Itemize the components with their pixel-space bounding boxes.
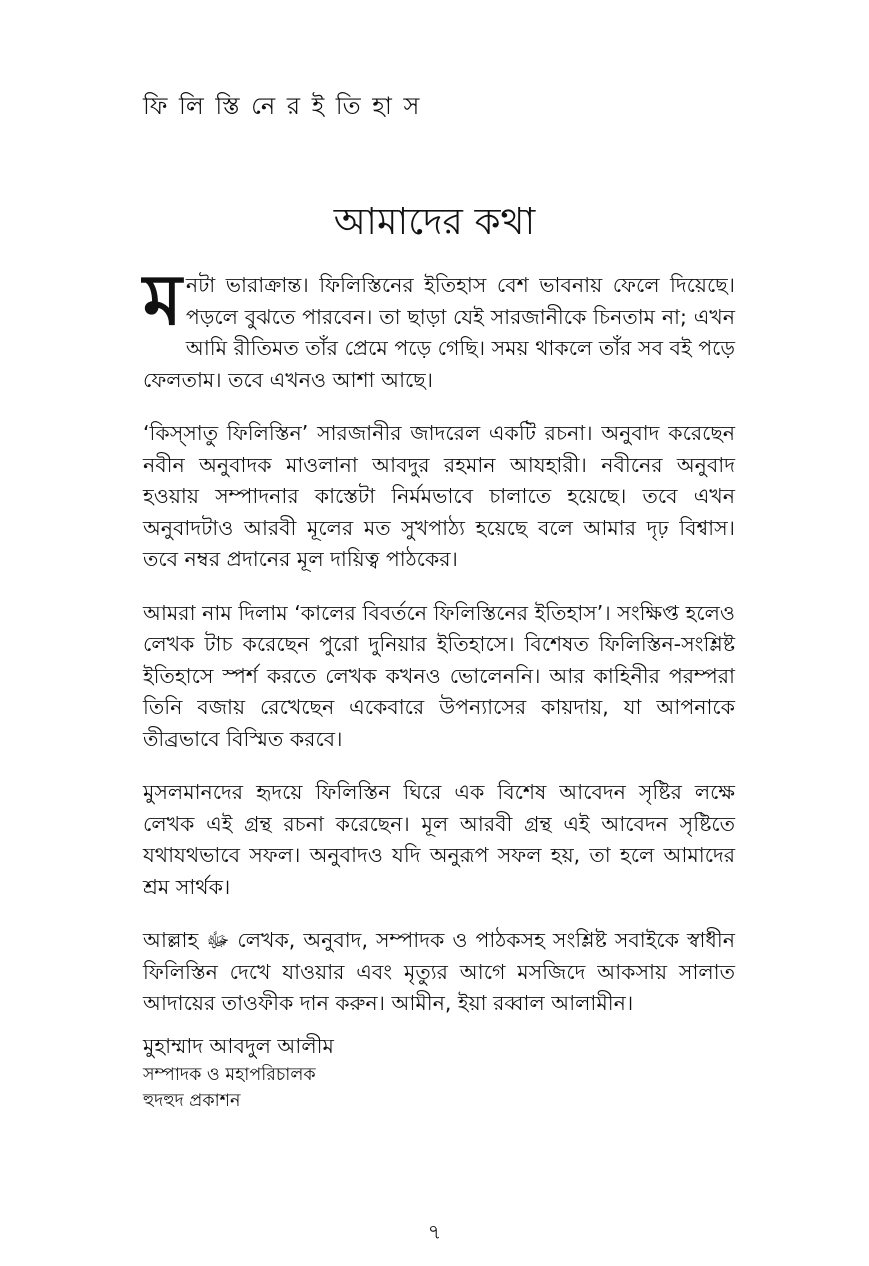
paragraph-2: ‘কিস্সাতু ফিলিস্তিন’ সারজানীর জাদরেল একটি রচনা। অনুবাদ করেছেন নবীন অনুবাদক মাওলানা আবদুর রহমান আযহারী। নবীনের অনুবাদ হওয়ায় সম্পাদনার কাস্তেটা নির্মমভাবে চালাতে হয়েছে। তবে এখন অনুবাদটাও আরবী মূলের মত সুখপাঠ্য হয়েছে বলে আমার দৃঢ় বিশ্বাস। তবে নম্বর প্রদানের মূল দায়িত্ব পাঠকের। xyxy=(143,421,735,571)
signature-block xyxy=(143,1030,334,1114)
drop-cap: ম xyxy=(143,258,182,341)
signature-name: মুহাম্মাদ আবদুল আলীম xyxy=(143,1034,334,1058)
page-number: ৭ xyxy=(427,1220,442,1244)
page-title: আমাদের কথা xyxy=(333,200,536,243)
body-text xyxy=(143,258,736,1042)
paragraph-1 xyxy=(143,258,735,396)
running-header: ফি লি স্তি নে র ই তি হা স xyxy=(143,92,422,120)
signature-organization: হুদহুদ প্রকাশন xyxy=(143,1091,241,1111)
signature-designation: সম্পাদক ও মহাপরিচালক xyxy=(143,1065,316,1085)
paragraph-4: মুসলমানদের হৃদয়ে ফিলিস্তিন ঘিরে এক বিশেষ আবেদন সৃষ্টির লক্ষে লেখক এই গ্রন্থ রচনা করেছেন। মূল আরবী গ্রন্থ এই আবেদন সৃষ্টিতে যথাযথভাবে সফল। অনুবাদও যদি অনুরূপ সফল হয়, তা হলে আমাদের শ্রম সার্থক। xyxy=(143,780,735,899)
paragraph-3: আমরা নাম দিলাম ‘কালের বিবর্তনে ফিলিস্তিনের ইতিহাস’। সংক্ষিপ্ত হলেও লেখক টাচ করেছেন পুরো দুনিয়ার ইতিহাসে। বিশেষত ফিলিস্তিন-সংশ্লিষ্ট ইতিহাসে স্পর্শ করতে লেখক কখনও ভোলেননি। আর কাহিনীর পরম্পরা তিনি বজায় রেখেছেন একেবারে উপন্যাসের কায়দায়, যা আপনাকে তীব্রভাবে বিস্মিত করবে। xyxy=(143,600,735,751)
paragraph-5: আল্লাহ ﷻ লেখক, অনুবাদ, সম্পাদক ও পাঠকসহ সংশ্লিষ্ট সবাইকে স্বাধীন ফিলিস্তিন দেখে যাওয়ার এবং মৃত্যুর আগে মসজিদে আকসায় সালাত আদায়ের তাওফীক দান করুন। আমীন, ইয়া রব্বাল আলামীন। xyxy=(143,928,736,1015)
paragraph-1-text: নটা ভারাক্রান্ত। ফিলিস্তিনের ইতিহাস বেশ ভাবনায় ফেলে দিয়েছে। পড়লে বুঝতে পারবেন। তা ছাড়া যেই সারজানীকে চিনতাম না; এখন আমি রীতিমত তাঁর প্রেমে পড়ে গেছি। সময় থাকলে তাঁর সব বই পড়ে ফেলতাম। তবে এখনও আশা আছে। xyxy=(143,273,735,392)
